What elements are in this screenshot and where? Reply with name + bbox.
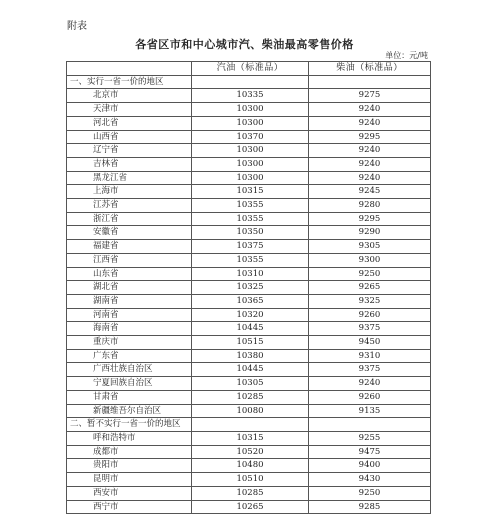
diesel-price: 9375: [309, 363, 431, 377]
region-name: 西宁市: [67, 500, 192, 514]
diesel-price: 9250: [309, 486, 431, 500]
gasoline-price: 10300: [192, 144, 309, 158]
diesel-price: 9250: [309, 267, 431, 281]
table-row: [67, 349, 431, 363]
diesel-price: 9400: [309, 459, 431, 473]
gasoline-price: 10355: [192, 212, 309, 226]
diesel-price: 9295: [309, 130, 431, 144]
gasoline-price: 10285: [192, 486, 309, 500]
diesel-price: 9240: [309, 377, 431, 391]
table-row: [67, 445, 431, 459]
region-name: 昆明市: [67, 473, 192, 487]
table-row: [67, 294, 431, 308]
page-title: 各省区市和中心城市汽、柴油最高零售价格: [135, 38, 354, 51]
table-row: [67, 459, 431, 473]
header-diesel: 柴油（标准品）: [309, 62, 431, 76]
table-row: [67, 308, 431, 322]
table-row: [67, 185, 431, 199]
diesel-price: 9245: [309, 185, 431, 199]
region-name: 新疆维吾尔自治区: [67, 404, 192, 418]
gasoline-price: 10355: [192, 253, 309, 267]
region-name: 重庆市: [67, 336, 192, 350]
unit-label: 单位：元/吨: [385, 51, 428, 60]
diesel-price: 9240: [309, 157, 431, 171]
diesel-price: 9275: [309, 89, 431, 103]
gasoline-price: 10520: [192, 445, 309, 459]
table-row: [67, 404, 431, 418]
table-row: [67, 226, 431, 240]
region-name: 上海市: [67, 185, 192, 199]
region-name: 呼和浩特市: [67, 431, 192, 445]
diesel-price: 9305: [309, 240, 431, 254]
table-row: [67, 336, 431, 350]
diesel-price: 9295: [309, 212, 431, 226]
gasoline-price: 10305: [192, 377, 309, 391]
region-name: 山西省: [67, 130, 192, 144]
gasoline-price: 10335: [192, 89, 309, 103]
diesel-price: 9450: [309, 336, 431, 350]
region-name: 福建省: [67, 240, 192, 254]
region-name: 吉林省: [67, 157, 192, 171]
section-row: [67, 75, 431, 89]
diesel-price: 9135: [309, 404, 431, 418]
table-body: [67, 75, 431, 514]
region-name: 山东省: [67, 267, 192, 281]
table-row: [67, 199, 431, 213]
diesel-price: 9310: [309, 349, 431, 363]
gasoline-price: 10320: [192, 308, 309, 322]
table-row: [67, 500, 431, 514]
region-name: 河南省: [67, 308, 192, 322]
region-name: 海南省: [67, 322, 192, 336]
region-name: 甘肃省: [67, 390, 192, 404]
gasoline-price: 10365: [192, 294, 309, 308]
gasoline-price: 10080: [192, 404, 309, 418]
region-name: 黑龙江省: [67, 171, 192, 185]
region-name: 河北省: [67, 116, 192, 130]
table-row: [67, 377, 431, 391]
gasoline-price: 10510: [192, 473, 309, 487]
region-name: 西安市: [67, 486, 192, 500]
table-row: [67, 212, 431, 226]
header-gasoline: 汽油（标准品）: [192, 62, 309, 76]
table-row: [67, 322, 431, 336]
diesel-price: 9255: [309, 431, 431, 445]
table-row: [67, 144, 431, 158]
gasoline-price: 10315: [192, 185, 309, 199]
gasoline-price: 10445: [192, 363, 309, 377]
region-name: 北京市: [67, 89, 192, 103]
diesel-price: 9240: [309, 116, 431, 130]
table-row: [67, 363, 431, 377]
diesel-price: 9265: [309, 281, 431, 295]
region-name: 湖北省: [67, 281, 192, 295]
diesel-price: 9290: [309, 226, 431, 240]
region-name: 安徽省: [67, 226, 192, 240]
region-name: 湖南省: [67, 294, 192, 308]
gasoline-price: 10350: [192, 226, 309, 240]
diesel-price: 9375: [309, 322, 431, 336]
table-row: [67, 267, 431, 281]
gasoline-price: 10355: [192, 199, 309, 213]
header-row: [67, 62, 431, 76]
table-row: [67, 431, 431, 445]
diesel-price: 9300: [309, 253, 431, 267]
section-label: 二、暂不实行一省一价的地区: [67, 418, 192, 432]
empty-cell: [192, 418, 309, 432]
diesel-price: 9280: [309, 199, 431, 213]
section-label: 一、实行一省一价的地区: [67, 75, 192, 89]
gasoline-price: 10300: [192, 116, 309, 130]
diesel-price: 9260: [309, 390, 431, 404]
diesel-price: 9260: [309, 308, 431, 322]
gasoline-price: 10300: [192, 103, 309, 117]
gasoline-price: 10285: [192, 390, 309, 404]
gasoline-price: 10300: [192, 157, 309, 171]
table-row: [67, 281, 431, 295]
table-row: [67, 116, 431, 130]
table-row: [67, 473, 431, 487]
region-name: 天津市: [67, 103, 192, 117]
gasoline-price: 10375: [192, 240, 309, 254]
gasoline-price: 10315: [192, 431, 309, 445]
gasoline-price: 10480: [192, 459, 309, 473]
region-name: 江苏省: [67, 199, 192, 213]
price-table: [66, 61, 431, 514]
gasoline-price: 10370: [192, 130, 309, 144]
table-row: [67, 130, 431, 144]
empty-cell: [309, 418, 431, 432]
region-name: 江西省: [67, 253, 192, 267]
table-row: [67, 486, 431, 500]
table-row: [67, 103, 431, 117]
region-name: 浙江省: [67, 212, 192, 226]
appendix-label: 附表: [67, 21, 87, 32]
diesel-price: 9475: [309, 445, 431, 459]
table-row: [67, 171, 431, 185]
diesel-price: 9430: [309, 473, 431, 487]
gasoline-price: 10300: [192, 171, 309, 185]
gasoline-price: 10515: [192, 336, 309, 350]
empty-cell: [309, 75, 431, 89]
gasoline-price: 10325: [192, 281, 309, 295]
diesel-price: 9285: [309, 500, 431, 514]
table-row: [67, 240, 431, 254]
table-row: [67, 253, 431, 267]
table-row: [67, 157, 431, 171]
gasoline-price: 10310: [192, 267, 309, 281]
gasoline-price: 10265: [192, 500, 309, 514]
gasoline-price: 10445: [192, 322, 309, 336]
region-name: 贵阳市: [67, 459, 192, 473]
gasoline-price: 10380: [192, 349, 309, 363]
diesel-price: 9240: [309, 171, 431, 185]
region-name: 成都市: [67, 445, 192, 459]
region-name: 广东省: [67, 349, 192, 363]
diesel-price: 9240: [309, 103, 431, 117]
table-row: [67, 390, 431, 404]
region-name: 广西壮族自治区: [67, 363, 192, 377]
section-row: [67, 418, 431, 432]
header-region: [67, 62, 192, 76]
region-name: 辽宁省: [67, 144, 192, 158]
region-name: 宁夏回族自治区: [67, 377, 192, 391]
diesel-price: 9325: [309, 294, 431, 308]
empty-cell: [192, 75, 309, 89]
table-row: [67, 89, 431, 103]
diesel-price: 9240: [309, 144, 431, 158]
